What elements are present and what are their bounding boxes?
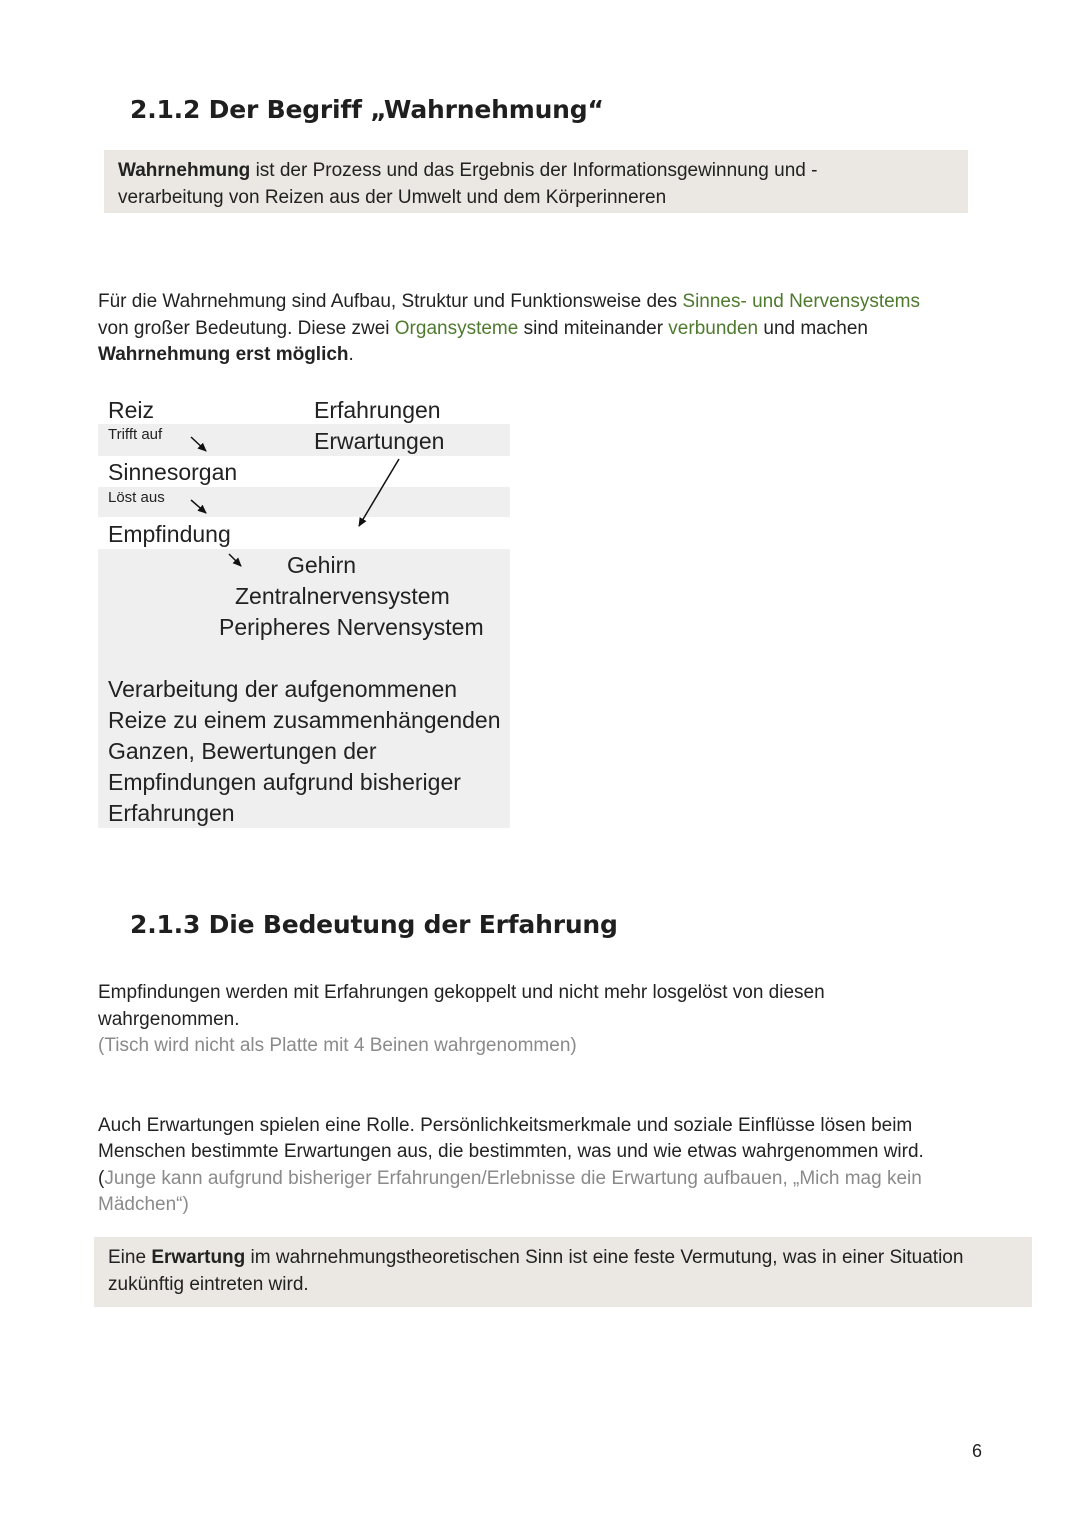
- paragraph2-line-1: Empfindungen werden mit Erfahrungen gekoppelt und nicht mehr losgelöst von diesen: [98, 982, 825, 1003]
- text: von großer Bedeutung. Diese zwei: [98, 318, 395, 339]
- definition2-line-2: zukünftig eintreten wird.: [108, 1274, 309, 1295]
- paragraph2-line-2: wahrgenommen.: [98, 1009, 240, 1030]
- example-text: Junge kann aufgrund bisheriger Erfahrungen/Erlebnisse die Erwartung aufbauen, „Mich mag kein: [104, 1168, 922, 1189]
- paragraph-line-2: [98, 315, 868, 342]
- text: sind miteinander: [518, 318, 669, 339]
- diagram-empfindung: Empfindung: [108, 521, 231, 547]
- definition-text: ist der Prozess und das Ergebnis der Informationsgewinnung und -: [250, 160, 818, 181]
- paragraph3-example-line-1: [98, 1165, 922, 1192]
- paragraph-line-1: [98, 288, 920, 315]
- text: Für die Wahrnehmung sind Aufbau, Struktur und Funktionsweise des: [98, 291, 683, 312]
- diagram-verarbeitung-2: Reize zu einem zusammenhängenden: [108, 707, 501, 733]
- page-number: 6: [972, 1441, 983, 1461]
- definition-term: Wahrnehmung: [118, 160, 251, 181]
- diagram-erwartungen: Erwartungen: [314, 428, 445, 454]
- diagram-verarbeitung-1: Verarbeitung der aufgenommenen: [108, 676, 458, 702]
- text: .: [348, 344, 354, 365]
- diagram-loest-aus: Löst aus: [108, 489, 165, 506]
- diagram-reiz: Reiz: [108, 397, 155, 423]
- paragraph3-example-line-2: Mädchen“): [98, 1194, 189, 1215]
- bold-text: Wahrnehmung erst möglich: [98, 344, 349, 365]
- paragraph2-example: (Tisch wird nicht als Platte mit 4 Beinen wahrgenommen): [98, 1035, 577, 1056]
- diagram-verarbeitung-5: Erfahrungen: [108, 800, 235, 826]
- diagram-verarbeitung-3: Ganzen, Bewertungen der: [108, 738, 377, 764]
- diagram-pns: Peripheres Nervensystem: [219, 614, 484, 640]
- paragraph-line-3: [98, 341, 354, 368]
- paragraph3-line-2: Menschen bestimmte Erwartungen aus, die bestimmten, was und wie etwas wahrgenommen wird.: [98, 1141, 924, 1162]
- diagram-sinnesorgan: Sinnesorgan: [108, 459, 238, 485]
- diagram-zns: Zentralnervensystem: [235, 583, 450, 609]
- diagram-gehirn: Gehirn: [287, 552, 357, 578]
- diagram-trifft-auf: Trifft auf: [108, 426, 163, 443]
- definition2-term: Erwartung: [151, 1247, 246, 1268]
- text: Eine: [108, 1247, 152, 1268]
- section-heading-erfahrung: 2.1.3 Die Bedeutung der Erfahrung: [130, 910, 618, 939]
- diagram-erfahrungen: Erfahrungen: [314, 397, 441, 423]
- highlight-sinnes-nervensystem: Sinnes- und Nervensystems: [682, 291, 920, 312]
- section-heading-wahrnehmung: 2.1.2 Der Begriff „Wahrnehmung“: [130, 95, 604, 124]
- paren: (: [98, 1168, 105, 1189]
- text: und machen: [758, 318, 868, 339]
- definition2-line-1: [108, 1244, 963, 1271]
- highlight-organsysteme: Organsysteme: [394, 318, 519, 339]
- text: im wahrnehmungstheoretischen Sinn ist eine feste Vermutung, was in einer Situation: [245, 1247, 964, 1268]
- definition-line-1: [118, 157, 817, 184]
- paragraph3-line-1: Auch Erwartungen spielen eine Rolle. Persönlichkeitsmerkmale und soziale Einflüsse lösen beim: [98, 1115, 913, 1136]
- definition-line-2: verarbeitung von Reizen aus der Umwelt und dem Körperinneren: [118, 187, 667, 208]
- diagram-verarbeitung-4: Empfindungen aufgrund bisheriger: [108, 769, 461, 795]
- highlight-verbunden: verbunden: [668, 318, 759, 339]
